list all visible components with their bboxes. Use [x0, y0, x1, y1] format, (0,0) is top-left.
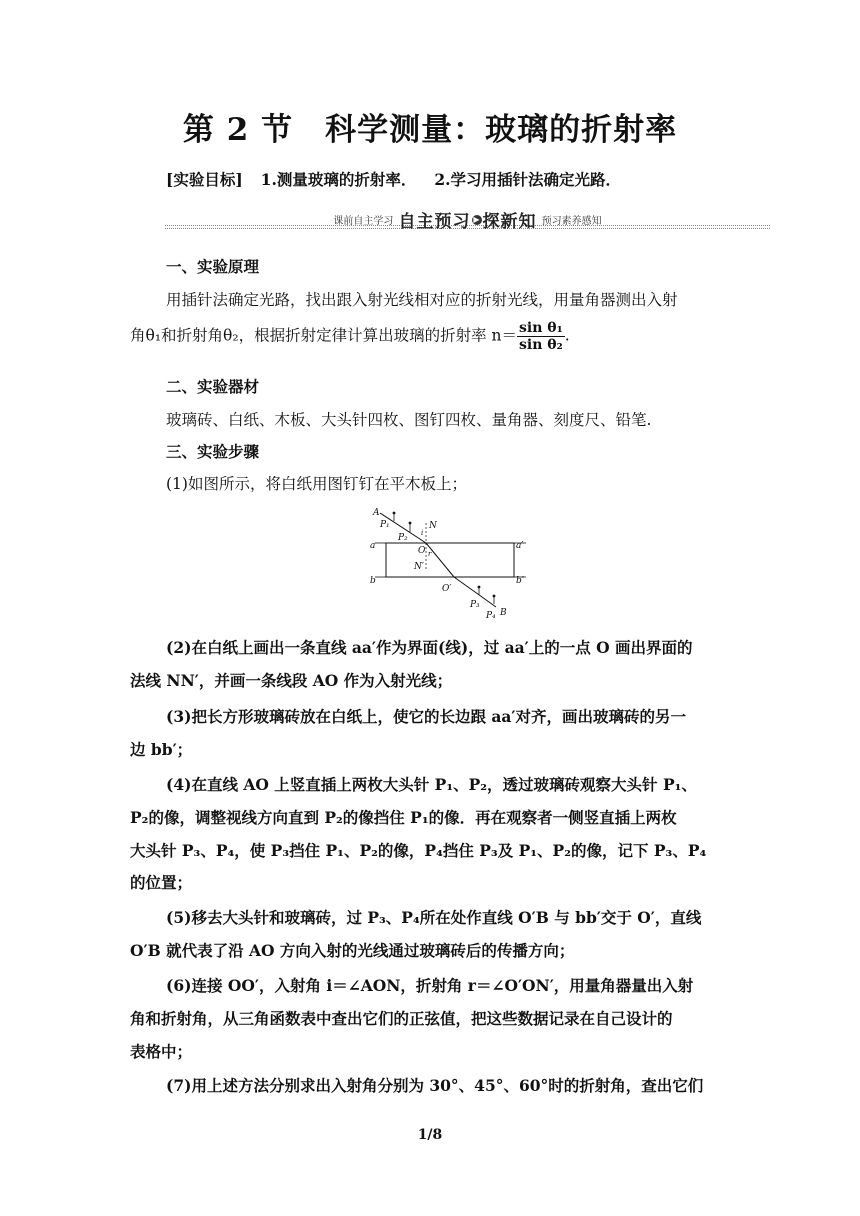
label-P1: P₁: [380, 520, 390, 530]
principle-line-2: [130, 320, 570, 353]
section-heading-principle: 一、实验原理: [166, 257, 260, 276]
label-b: b: [370, 576, 376, 586]
label-O: O: [418, 546, 426, 556]
fraction-numerator: sin θ₁: [519, 320, 563, 336]
label-i: i: [421, 529, 424, 537]
banner-title-1: 自主预习: [398, 212, 471, 232]
step-7-line-1: (7)用上述方法分别求出入射角分别为 30°、45°、60°时的折射角，查出它们: [166, 1076, 704, 1095]
pin-p1: [393, 512, 396, 515]
refraction-diagram: [366, 503, 536, 621]
experiment-objective: [166, 168, 621, 190]
pin-p3: [478, 586, 481, 589]
label-P2: P₂: [398, 533, 408, 543]
refracted-ray: [426, 543, 454, 577]
label-B: B: [500, 608, 507, 618]
step-4-line-3: 大头针 P₃、P₄，使 P₃挡住 P₁、P₂的像，P₄挡住 P₃及 P₁、P₂的像，记下 P₃、P₄: [130, 841, 707, 860]
label-a: a: [370, 541, 376, 551]
step-2-line-2: 法线 NN′，并画一条线段 AO 作为入射光线；: [130, 671, 453, 690]
refractive-index-fraction: [517, 320, 565, 353]
section-banner: [165, 203, 770, 231]
objective-item-1: 1.测量玻璃的折射率．: [260, 170, 417, 189]
principle-line-1: 用插针法确定光路，找出跟入射光线相对应的折射光线，用量角器测出入射: [166, 291, 678, 309]
label-a-prime: a′: [516, 541, 524, 551]
formula-period: .: [564, 326, 570, 345]
step-5-line-1: (5)移去大头针和玻璃砖，过 P₃、P₄所在处作直线 O′B 与 bb′交于 O′，直线: [166, 908, 702, 927]
step-3-line-2: 边 bb′；: [130, 740, 193, 759]
label-r: r: [428, 550, 432, 558]
step-3-line-1: (3)把长方形玻璃砖放在白纸上，使它的长边跟 aa′对齐，画出玻璃砖的另一: [166, 707, 687, 726]
step-5-line-2: O′B 就代表了沿 AO 方向入射的光线通过玻璃砖后的传播方向；: [130, 941, 575, 960]
page-title: 第 2 节 科学测量：玻璃的折射率: [182, 112, 678, 148]
fraction-denominator: sin θ₂: [519, 337, 563, 354]
label-P3: P₃: [470, 600, 480, 610]
principle-line-2-text: 角θ₁和折射角θ₂，根据折射定律计算出玻璃的折射率 n＝: [130, 326, 518, 345]
objective-label: [实验目标]: [166, 170, 243, 189]
arrow-icon: ▶: [473, 214, 480, 224]
step-4-line-4: 的位置；: [130, 873, 193, 892]
section-heading-steps: 三、实验步骤: [166, 442, 260, 461]
pin-p4: [493, 595, 496, 598]
label-b-prime: b′: [516, 576, 524, 586]
page-number: 1/8: [417, 1127, 443, 1143]
banner-right-text: 预习素养感知: [541, 216, 602, 227]
label-O-prime: O′: [442, 584, 452, 594]
step-4-line-1: (4)在直线 AO 上竖直插上两枚大头针 P₁、P₂，透过玻璃砖观察大头针 P₁、: [166, 775, 697, 794]
step-2-line-1: (2)在白纸上画出一条直线 aa′作为界面(线)，过 aa′上的一点 O 画出界面的: [166, 638, 693, 657]
label-A: A: [373, 508, 380, 518]
objective-item-2: 2.学习用插针法确定光路．: [434, 170, 622, 189]
section-heading-equipment: 二、实验器材: [166, 377, 260, 396]
step-6-line-2: 角和折射角，从三角函数表中查出它们的正弦值，把这些数据记录在自己设计的: [130, 1009, 673, 1028]
equipment-list: 玻璃砖、白纸、木板、大头针四枚、图钉四枚、量角器、刻度尺、铅笔.: [166, 411, 652, 429]
label-N: N: [429, 521, 437, 531]
label-P4: P₄: [486, 611, 496, 621]
pin-p2: [409, 522, 412, 525]
step-1-text: (1)如图所示，将白纸用图钉钉在平木板上；: [166, 475, 467, 493]
step-6-line-3: 表格中；: [130, 1042, 193, 1061]
label-N-prime: N′: [414, 562, 424, 572]
step-4-line-2: P₂的像，调整视线方向直到 P₂的像挡住 P₁的像．再在观察者一侧竖直插上两枚: [130, 808, 677, 827]
banner-left-text: 课前自主学习: [333, 216, 394, 227]
banner-title-2: 探新知: [482, 212, 537, 232]
step-6-line-1: (6)连接 OO′，入射角 i＝∠AON，折射角 r＝∠O′ON′，用量角器量出入射: [166, 976, 694, 995]
